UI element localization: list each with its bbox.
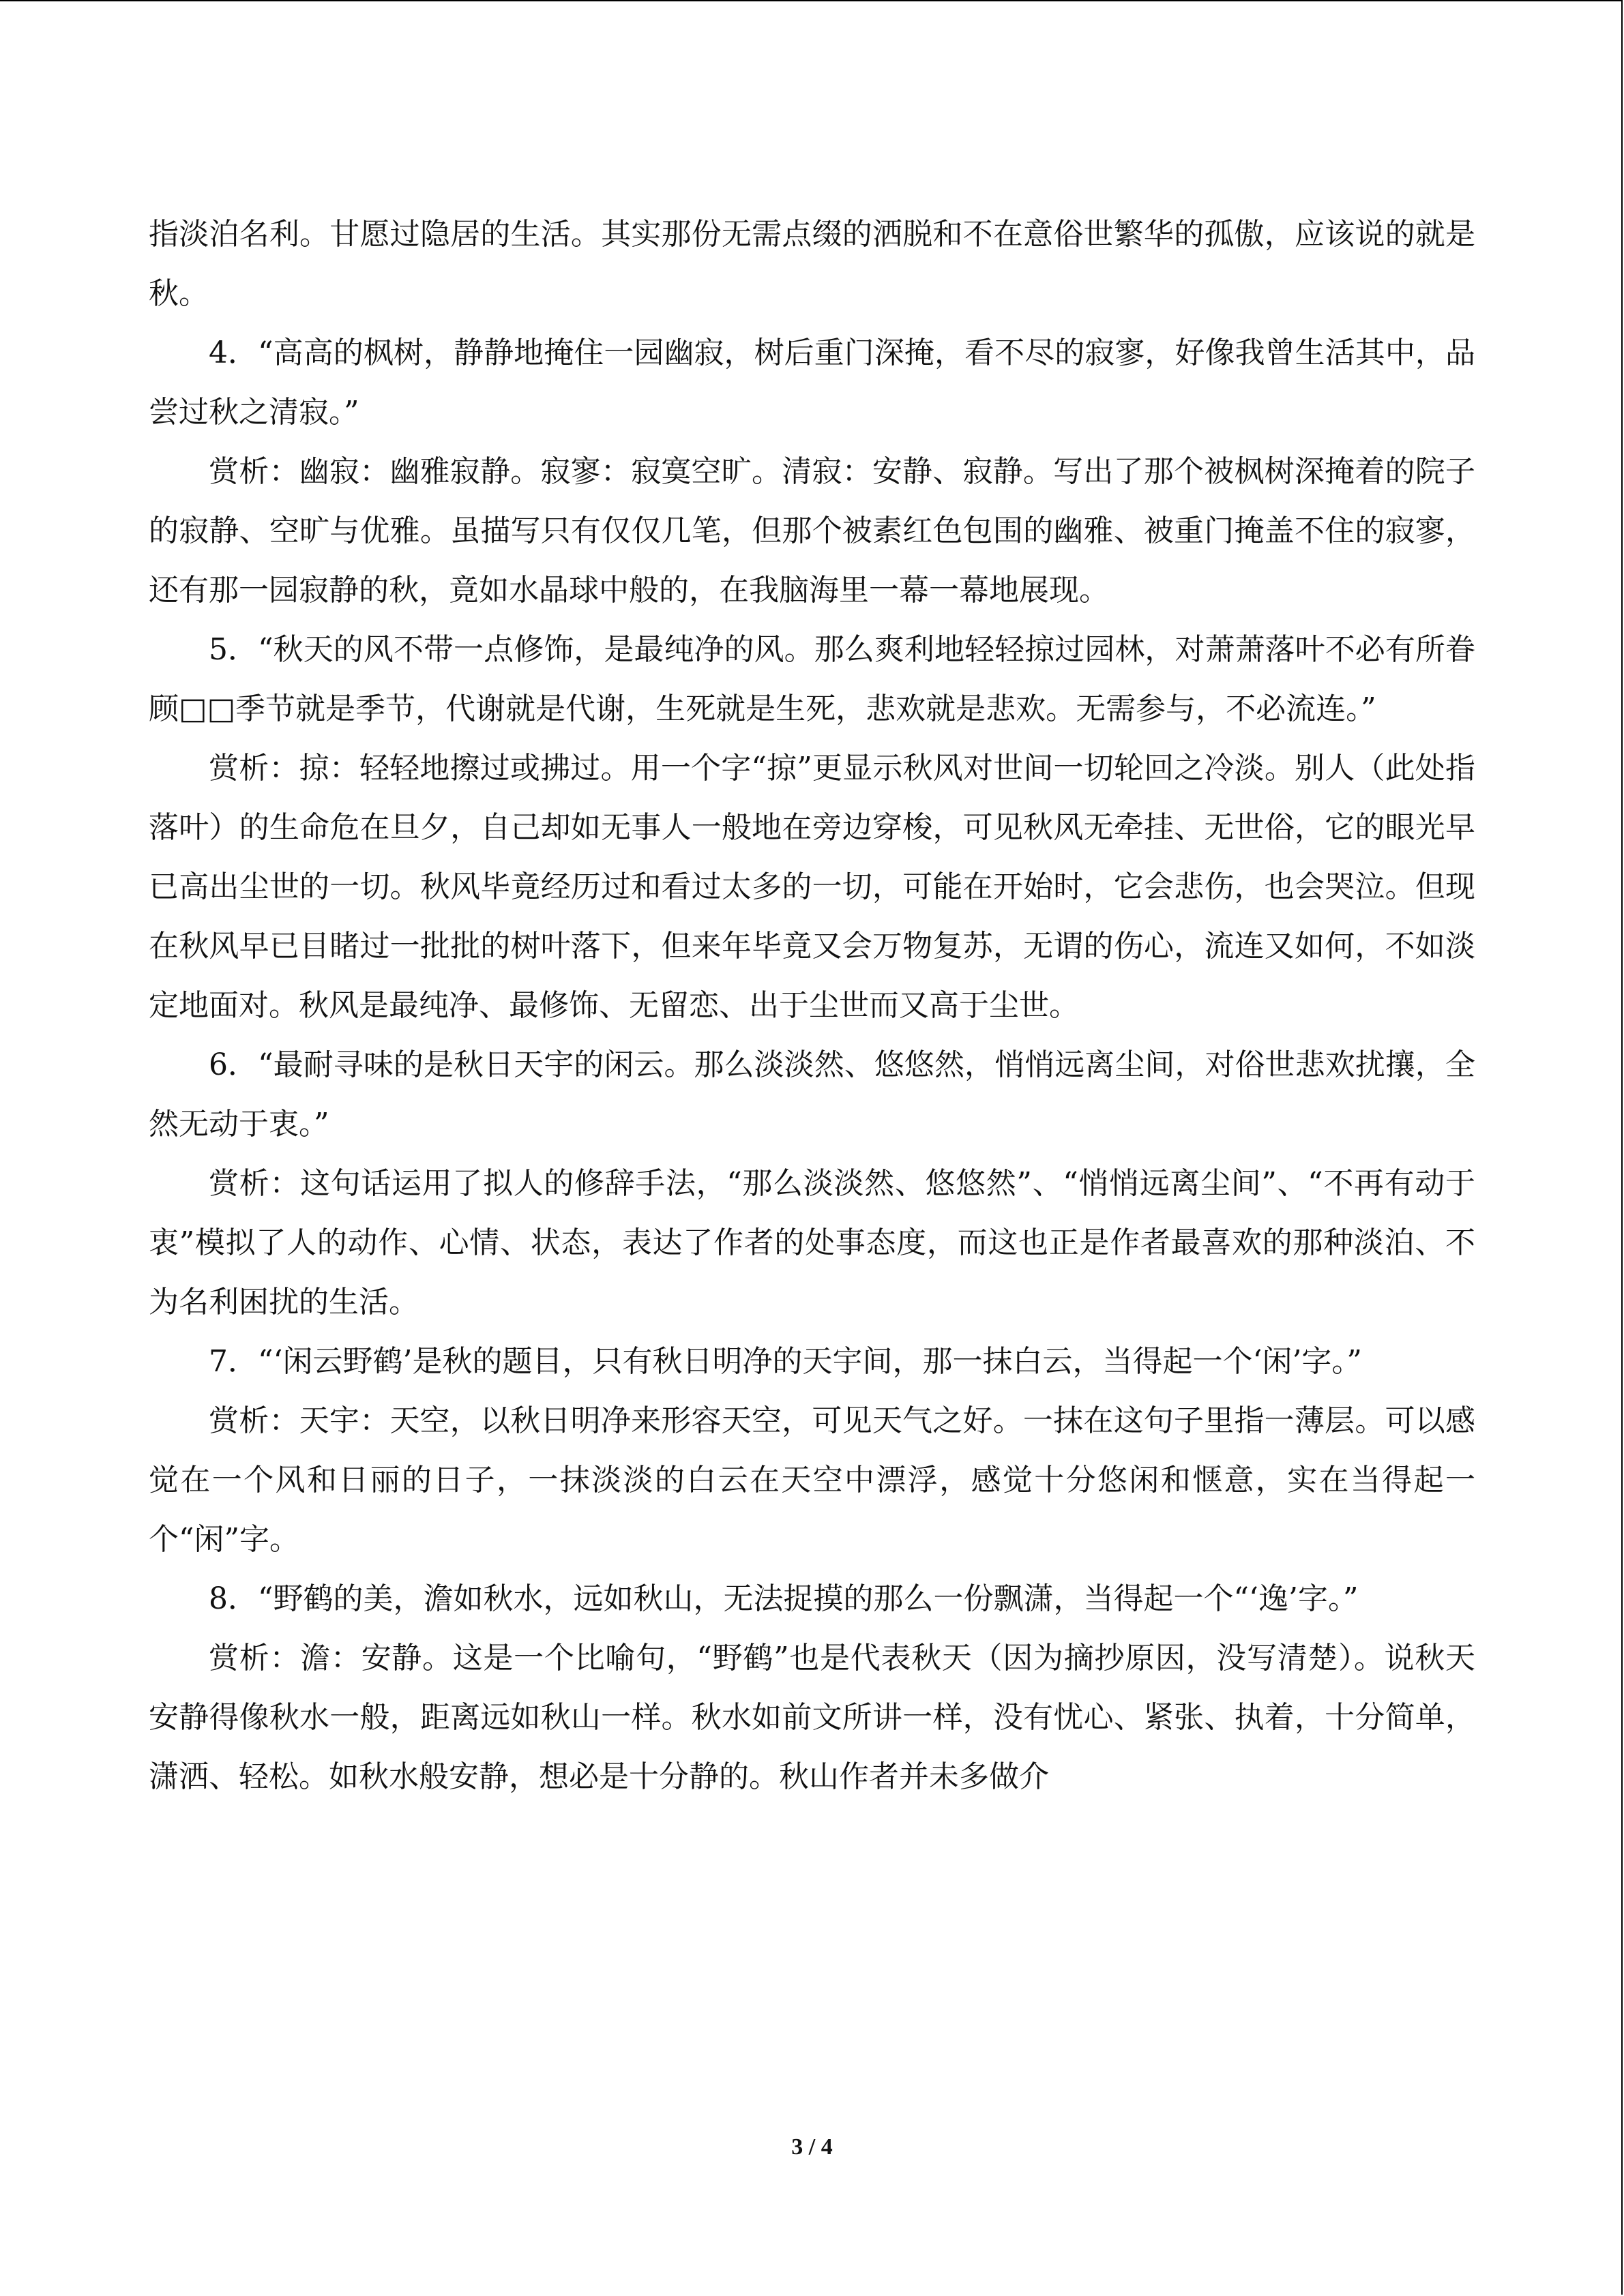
quote-8: 8．“野鹤的美，澹如秋水，远如秋山，无法捉摸的那么一份飘潇，当得起一个“‘逸’字。” [209,1581,1359,1616]
page-number: 3 / 4 [791,2134,833,2160]
analysis-4: 赏析：幽寂：幽雅寂静。寂寥：寂寞空旷。清寂：安静、寂静。写出了那个被枫树深掩着的院子的寂静、空旷与优雅。虽描写只有仅仅几笔，但那个被素红色包围的幽雅、被重门掩盖不住的寂寥，还有那一园寂静的秋，竟如水晶球中般的，在我脑海里一幕一幕地展现。 [149,454,1475,608]
document-body [149,205,1475,1806]
quote-7: 7．“‘闲云野鹤’是秋的题目，只有秋日明净的天宇间，那一抹白云，当得起一个‘闲’字。” [209,1344,1362,1379]
analysis-7: 赏析：天宇：天空，以秋日明净来形容天空，可见天气之好。一抹在这句子里指一薄层。可以感觉在一个风和日丽的日子，一抹淡淡的白云在天空中漂浮，感觉十分悠闲和惬意，实在当得起一个“闲”字。 [149,1403,1475,1557]
paragraph-continuation: 指淡泊名利。甘愿过隐居的生活。其实那份无需点缀的洒脱和不在意俗世繁华的孤傲，应该说的就是秋。 [149,217,1475,311]
analysis-8: 赏析：澹：安静。这是一个比喻句，“野鹤”也是代表秋天（因为摘抄原因，没写清楚）。说秋天安静得像秋水一般，距离远如秋山一样。秋水如前文所讲一样，没有忧心、紧张、执着，十分简单，潇洒、轻松。如秋水般安静，想必是十分静的。秋山作者并未多做介 [149,1641,1475,1794]
analysis-6: 赏析：这句话运用了拟人的修辞手法，“那么淡淡然、悠悠然”、“悄悄远离尘间”、“不再有动于衷”模拟了人的动作、心情、状态，表达了作者的处事态度，而这也正是作者最喜欢的那种淡泊、不为名利困扰的生活。 [149,1166,1475,1320]
quote-4: 4．“高高的枫树，静静地掩住一园幽寂，树后重门深掩，看不尽的寂寥，好像我曾生活其中，品尝过秋之清寂。” [149,336,1475,430]
quote-6: 6．“最耐寻味的是秋日天宇的闲云。那么淡淡然、悠悠然，悄悄远离尘间，对俗世悲欢扰攘，全然无动于衷。” [149,1047,1475,1142]
analysis-5: 赏析：掠：轻轻地擦过或拂过。用一个字“掠”更显示秋风对世间一切轮回之冷淡。别人（此处指落叶）的生命危在旦夕，自己却如无事人一般地在旁边穿梭，可见秋风无牵挂、无世俗，它的眼光早已高出尘世的一切。秋风毕竟经历过和看过太多的一切，可能在开始时，它会悲伤，也会哭泣。但现在秋风早已目睹过一批批的树叶落下，但来年毕竟又会万物复苏，无谓的伤心，流连又如何，不如淡定地面对。秋风是最纯净、最修饰、无留恋、出于尘世而又高于尘世。 [149,751,1475,1023]
quote-5: 5．“秋天的风不带一点修饰，是最纯净的风。那么爽利地轻轻掠过园林，对萧萧落叶不必有所眷顾□□季节就是季节，代谢就是代谢，生死就是生死，悲欢就是悲欢。无需参与，不必流连。” [149,632,1475,726]
